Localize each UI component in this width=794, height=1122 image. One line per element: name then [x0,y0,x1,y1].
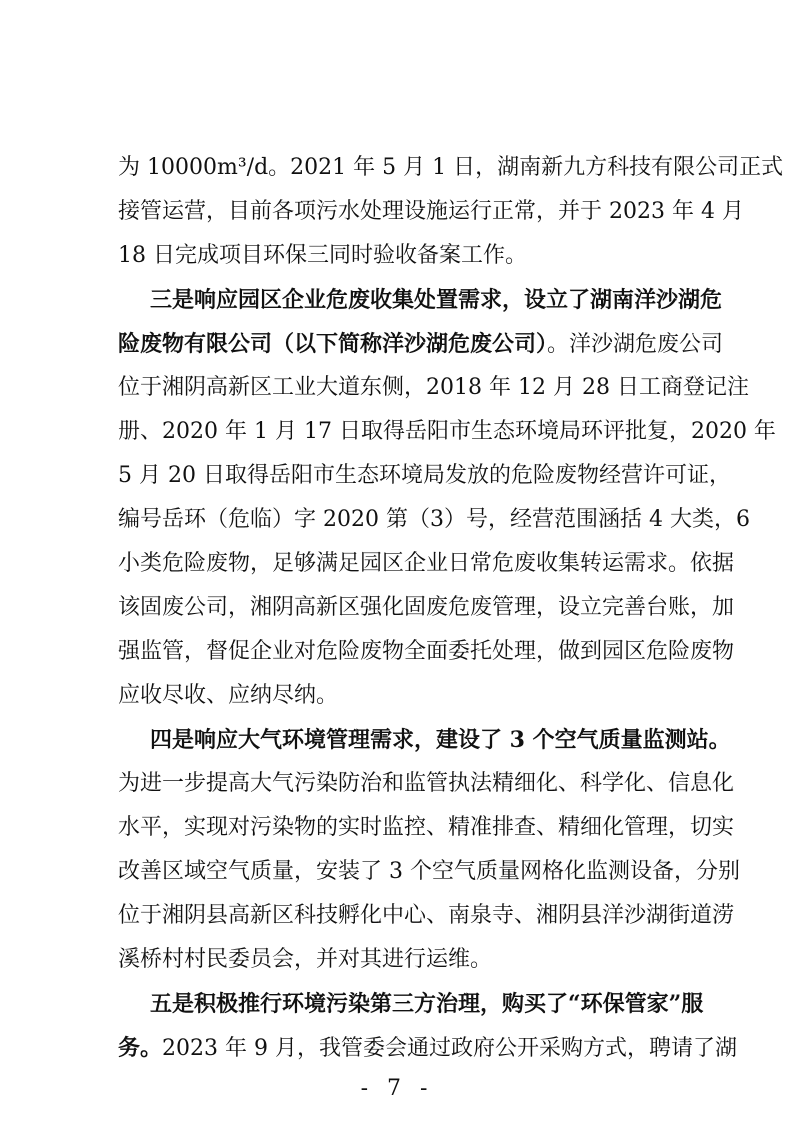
paragraph-heading-fragment: 务。 [118,1035,163,1061]
paragraph-line: 18 日完成项目环保三同时验收备案工作。 [118,243,527,268]
paragraph-line: 为 10000m³/d。2021 年 5 月 1 日，湖南新九方科技有限公司正式 [118,155,784,180]
paragraph-line: 位于湘阴高新区工业大道东侧，2018 年 12 月 28 日工商登记注 [118,375,749,400]
paragraph-line: 接管运营，目前各项污水处理设施运行正常，并于 2023 年 4 月 [118,199,744,224]
paragraph-text-fragment: 。洋沙湖危废公司 [547,332,724,357]
paragraph-line: 溪桥村村民委员会，并对其进行运维。 [118,947,493,972]
paragraph-line: 小类危险废物，足够满足园区企业日常危废收集转运需求。依据 [118,551,735,576]
paragraph-mixed-line [118,328,724,360]
paragraph-line: 位于湘阴县高新区科技孵化中心、南泉寺、湘阴县洋沙湖街道涝 [118,903,735,928]
paragraph-line: 强监管，督促企业对危险废物全面委托处理，做到园区危险废物 [118,639,735,664]
paragraph-text-fragment: 2023 年 9 月，我管委会通过政府公开采购方式，聘请了湖 [162,1036,737,1061]
paragraph-line: 编号岳环（危临）字 2020 第（3）号，经营范围涵括 4 大类，6 [118,507,750,532]
paragraph-line: 该固废公司，湘阴高新区强化固废危废管理，设立完善台账，加 [118,595,735,620]
paragraph-heading-line: 四是响应大气环境管理需求，建设了 3 个空气质量监测站。 [150,727,731,753]
paragraph-line: 水平，实现对污染物的实时监控、精准排查、精细化管理，切实 [118,815,735,840]
paragraph-heading-line: 五是积极推行环境污染第三方治理，购买了“环保管家”服 [150,991,704,1017]
paragraph-heading-line: 三是响应园区企业危废收集处置需求，设立了湖南洋沙湖危 [150,287,723,313]
paragraph-mixed-line [118,1032,737,1064]
paragraph-line: 改善区域空气质量，安装了 3 个空气质量网格化监测设备，分别 [118,859,740,884]
page-number: - 7 - [360,1076,434,1101]
paragraph-line: 5 月 20 日取得岳阳市生态环境局发放的危险废物经营许可证， [118,463,731,488]
paragraph-heading-fragment: 险废物有限公司（以下简称洋沙湖危废公司） [118,331,548,357]
paragraph-line: 册、2020 年 1 月 17 日取得岳阳市生态环境局环评批复，2020 年 [118,419,776,444]
paragraph-line: 为进一步提高大气污染防治和监管执法精细化、科学化、信息化 [118,771,735,796]
paragraph-line: 应收尽收、应纳尽纳。 [118,683,339,708]
